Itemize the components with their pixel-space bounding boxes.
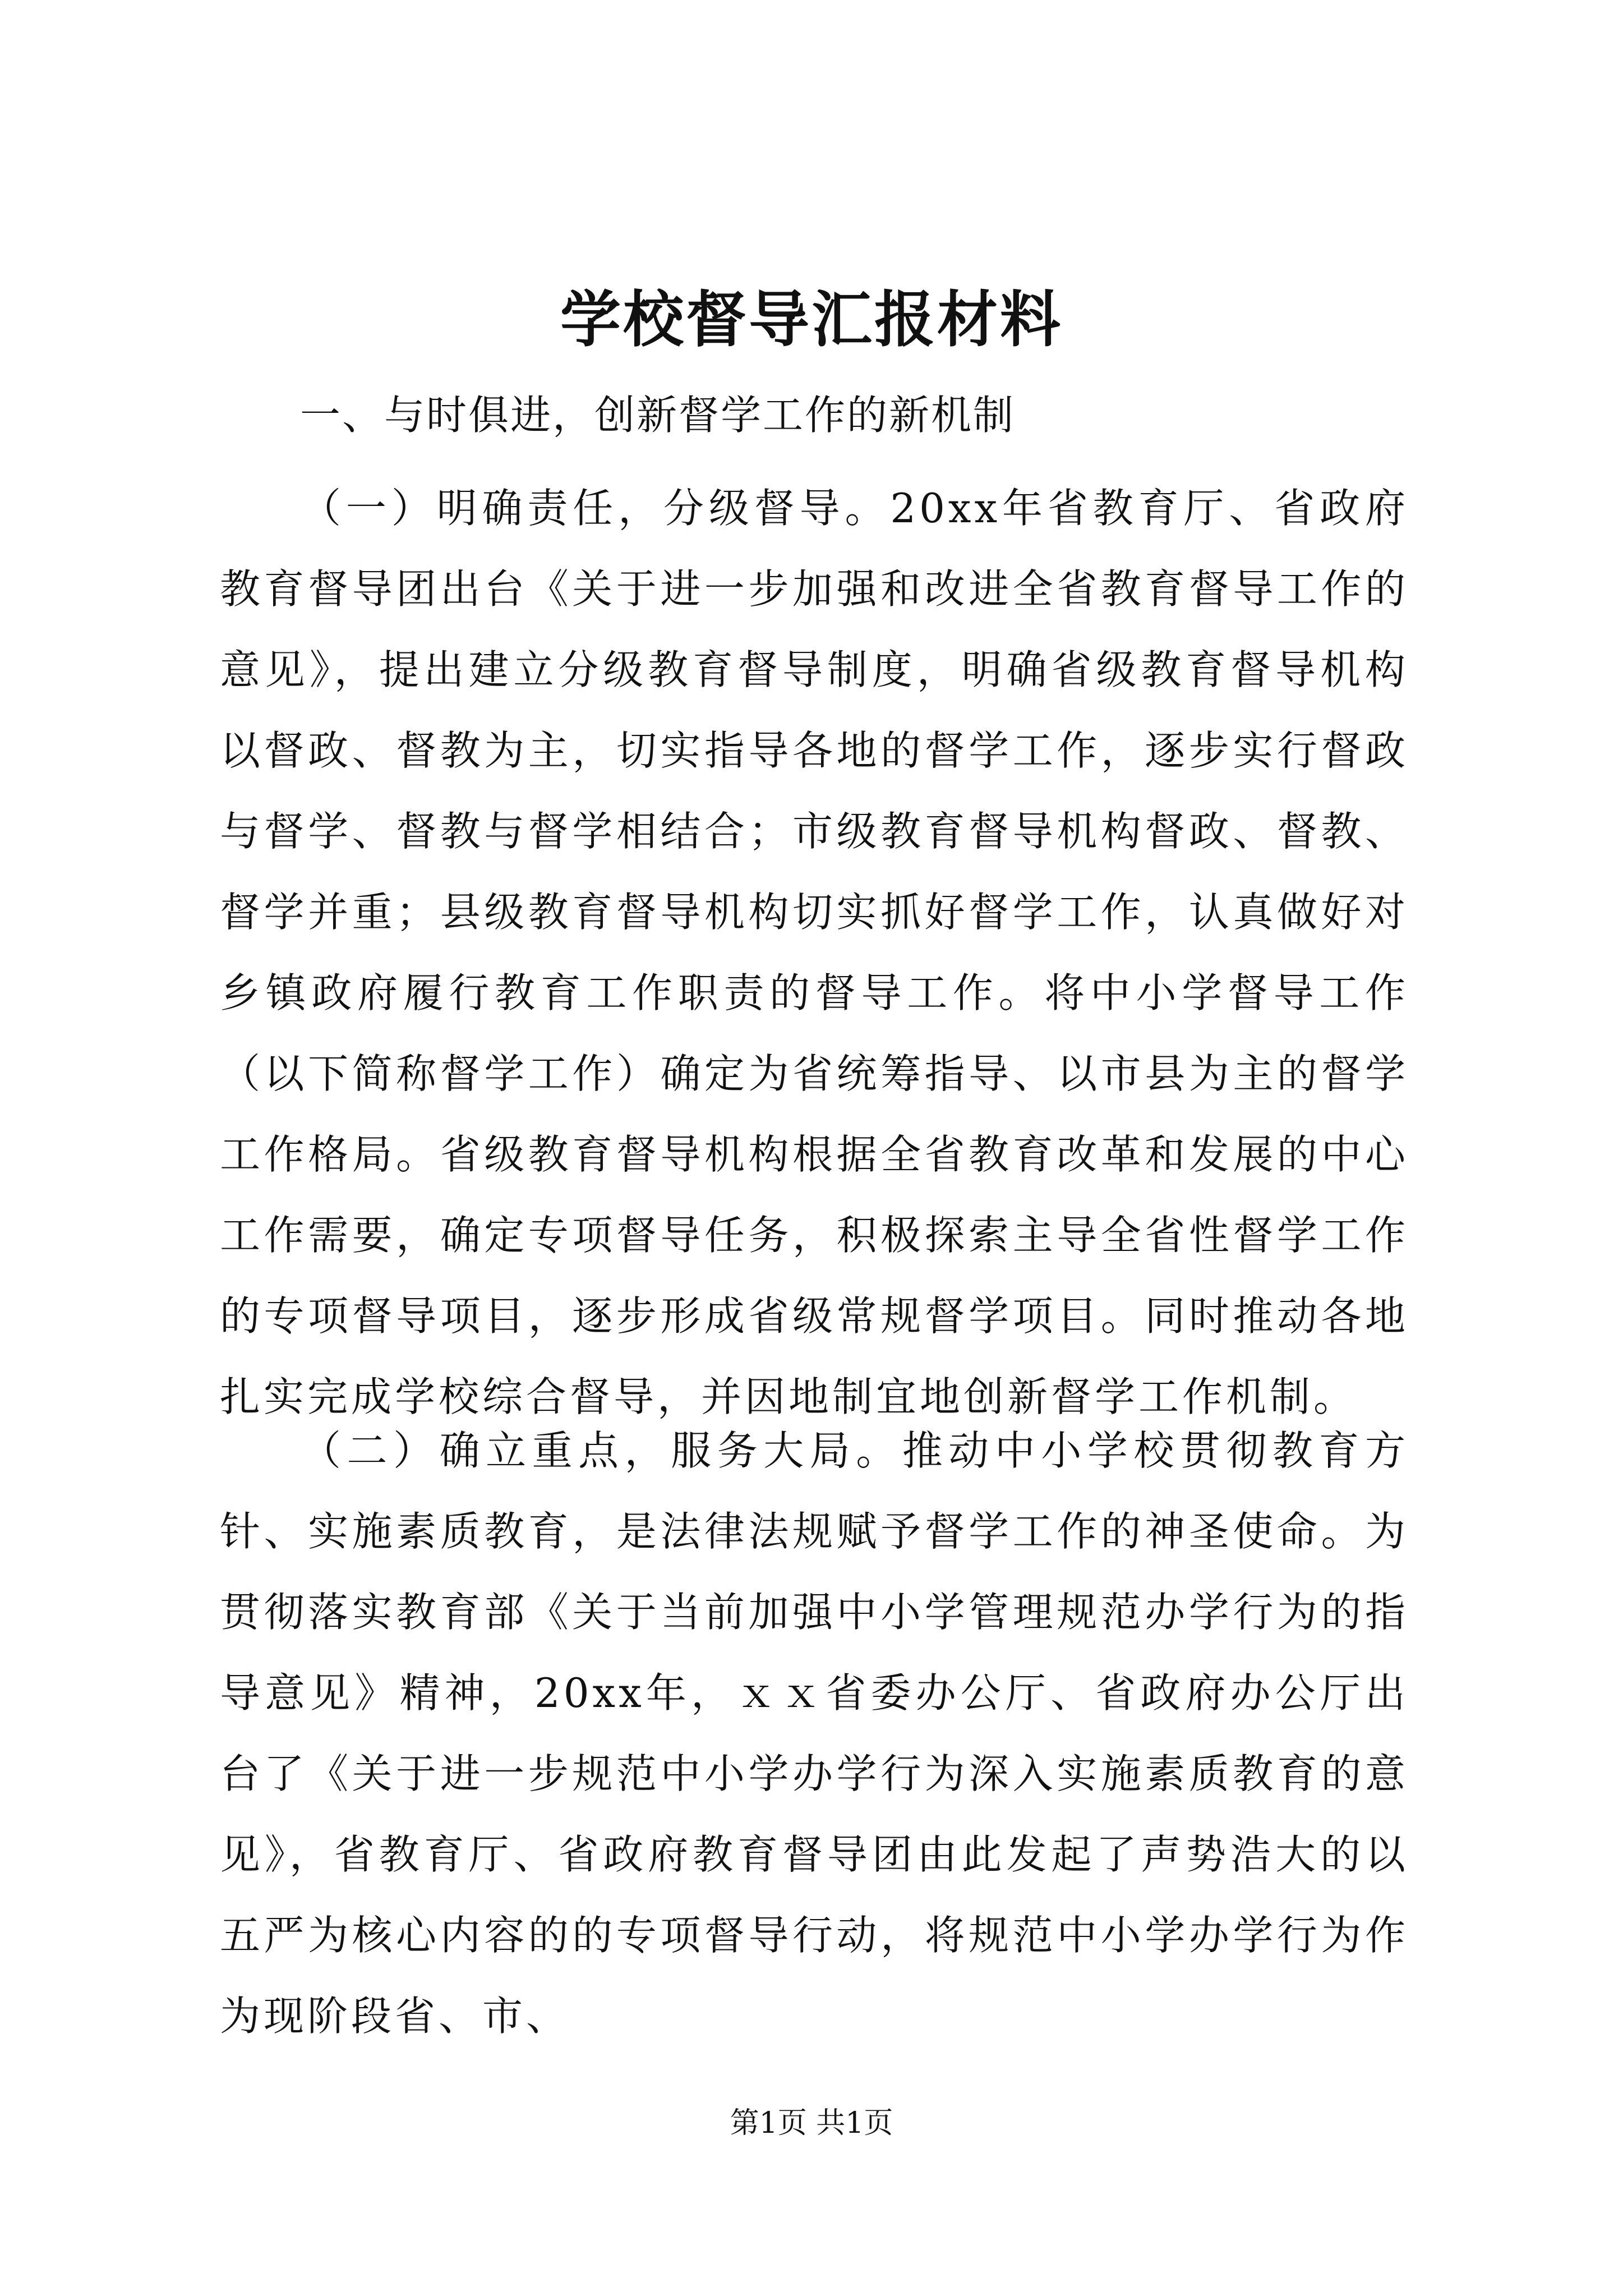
document-title: 学校督导汇报材料 (560, 284, 1063, 355)
paragraph-2: （二）确立重点，服务大局。推动中小学校贯彻教育方针、实施素质教育，是法律法规赋予督学工作的神圣使命。为贯彻落实教育部《关于当前加强中小学管理规范办学行为的指导意见》精神，20xx年，ｘｘ省委办公厅、省政府办公厅出台了《关于进一步规范中小学办学行为深入实施素质教育的意见》，省教育厅、省政府教育督导团由此发起了声势浩大的以五严为核心内容的的专项督导行动，将规范中小学办学行为作为现阶段省、市、 (220, 1427, 1409, 2040)
section-heading: 一、与时俱进，创新督学工作的新机制 (300, 392, 1016, 439)
paragraph-1: （一）明确责任，分级督导。20xx年省教育厅、省政府教育督导团出台《关于进一步加强和改进全省教育督导工作的意见》，提出建立分级教育督导制度，明确省级教育督导机构以督政、督教为主，切实指导各地的督学工作，逐步实行督政与督学、督教与督学相结合；市级教育督导机构督政、督教、督学并重；县级教育督导机构切实抓好督学工作，认真做好对乡镇政府履行教育工作职责的督导工作。将中小学督导工作（以下简称督学工作）确定为省统筹指导、以市县为主的督学工作格局。省级教育督导机构根据全省教育改革和发展的中心工作需要，确定专项督导任务，积极探索主导全省性督学工作的专项督导项目，逐步形成省级常规督学项目。同时推动各地扎实完成学校综合督导，并因地制宜地创新督学工作机制。 (220, 485, 1409, 1420)
page-footer: 第1页 共1页 (730, 2106, 893, 2140)
